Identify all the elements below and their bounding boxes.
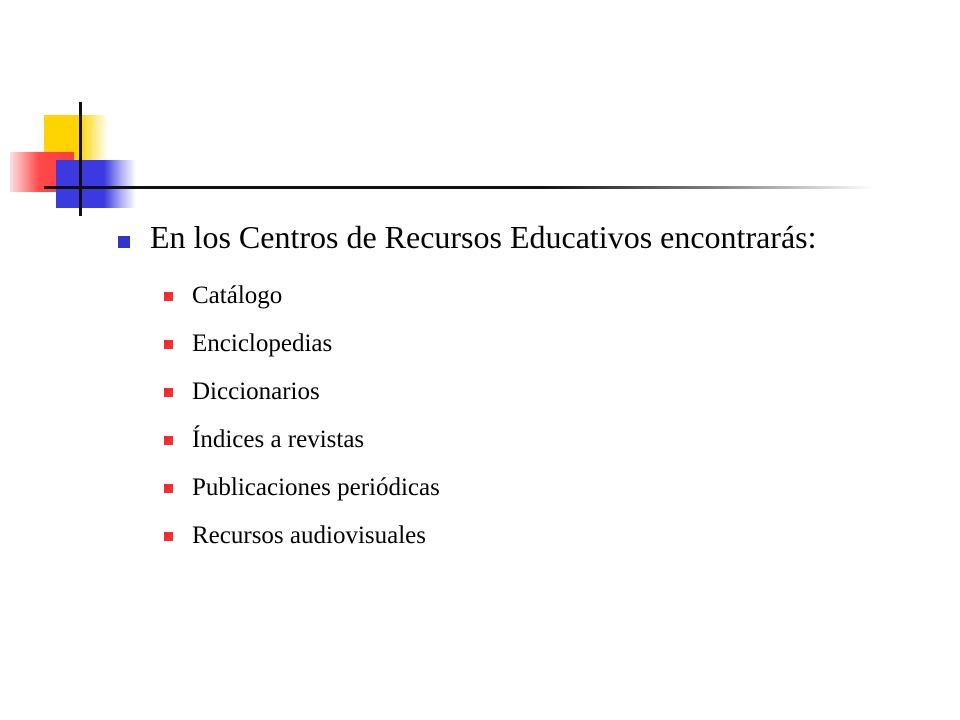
- list-item-text: Enciclopedias: [192, 330, 333, 357]
- square-bullet-icon: [164, 532, 173, 541]
- square-bullet-icon: [164, 340, 173, 349]
- slide-content: [118, 218, 918, 576]
- main-bullet-text: En los Centros de Recursos Educativos encontrarás:: [150, 219, 817, 255]
- square-bullet-icon: [164, 436, 173, 445]
- list-item-text: Diccionarios: [192, 378, 320, 405]
- list-item-text: Recursos audiovisuales: [192, 522, 426, 549]
- list-item-text: Catálogo: [192, 282, 283, 309]
- list-item: [164, 272, 918, 320]
- list-item: [164, 320, 918, 368]
- list-item: [164, 512, 918, 560]
- list-item: [164, 464, 918, 512]
- list-item: [164, 416, 918, 464]
- decorative-blue-square: [56, 160, 136, 208]
- list-item: [164, 368, 918, 416]
- square-bullet-icon: [118, 236, 130, 248]
- square-bullet-icon: [164, 292, 173, 301]
- decorative-horizontal-line: [44, 186, 874, 189]
- square-bullet-icon: [164, 388, 173, 397]
- square-bullet-icon: [164, 484, 173, 493]
- sub-bullet-list: [164, 272, 918, 560]
- list-item-text: Índices a revistas: [192, 426, 365, 453]
- list-item-text: Publicaciones periódicas: [192, 474, 440, 501]
- main-bullet-item: [118, 218, 918, 256]
- decorative-vertical-line: [79, 102, 82, 216]
